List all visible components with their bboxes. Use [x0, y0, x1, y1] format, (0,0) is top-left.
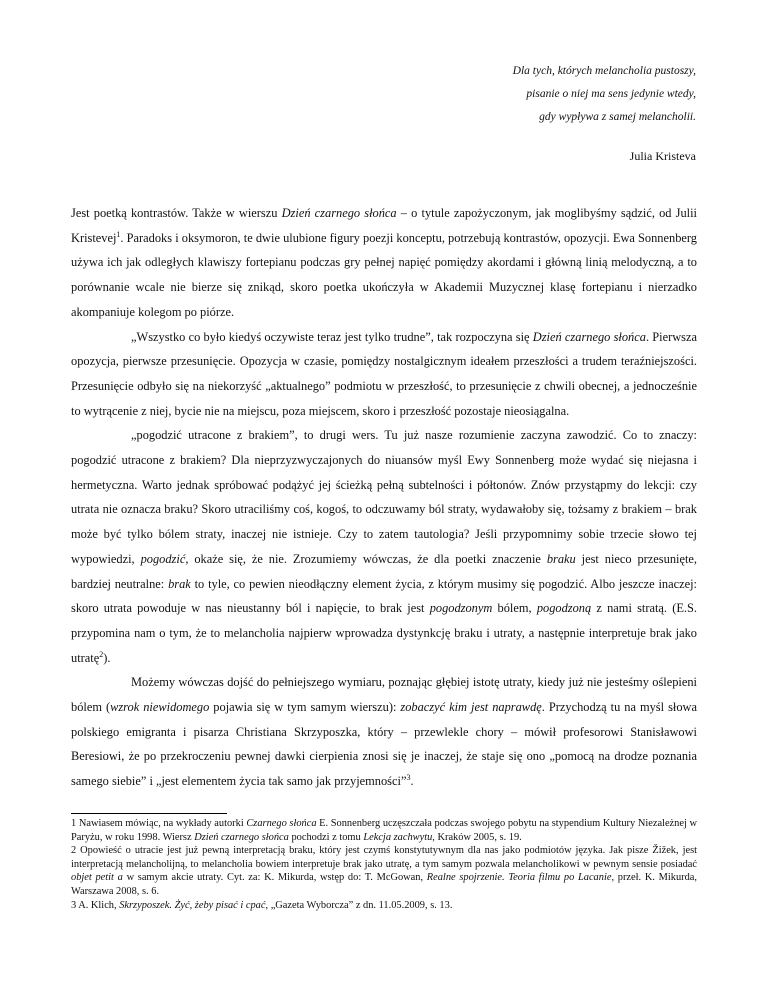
title-ref: Realne spojrzenie. Teoria filmu po Lacanie [426, 872, 612, 884]
text: pojawia się w tym samym wierszu): [209, 700, 401, 715]
emphasis: pogodzić [140, 551, 186, 566]
text: pochodzi z tomu [288, 831, 364, 843]
text: „pogodzić utracone z brakiem”, to drugi wers. Tu już nasze rozumienie zaczyna zawodzić. Co to znaczy: pogodzić utracone z brakiem? Dla nieprzyzwyczajonych do niuansów myśl Ewy Sonnenberg może wydać się niejasna i hermetyczna. Warto jednak spróbować podążyć jej ścieżką pełną subtelności i półtonów. Znów przystąpmy do lekcji: czy utrata nie oznacza braku? Skoro utraciliśmy coś, kogoś, to odczuwamy ból straty, wydawałoby się, tożsamy z brakiem – brak może być tylko bólem straty, inaczej nie istnieje. Czy to zatem tautologia? Jeśli przypomnimy sobie trzecie słowo tej wypowiedzi, [71, 428, 697, 566]
text: Jest poetką kontrastów. Także w wierszu [71, 206, 282, 220]
title-ref: Dzień czarnego słońca [194, 831, 289, 843]
emphasis: pogodzonym [429, 601, 493, 616]
text: 3 A. Klich, [71, 899, 120, 911]
title-ref: Dzień czarnego słońca [532, 329, 646, 344]
emphasis: brak [168, 576, 191, 591]
text: „Wszystko co było kiedyś oczywiste teraz jest tylko trudne”, tak rozpoczyna się [131, 329, 533, 344]
emphasis: pogodzoną [536, 601, 592, 616]
epigraph-line: gdy wypływa z samej melancholii. [539, 111, 696, 123]
text: E. Sonnenberg uczęszczała podczas swojego pobytu na stypendium Kultury Niezależnej w Paryżu, w roku 1998. Wiersz [71, 818, 697, 843]
term: objet petit a [71, 872, 123, 884]
title-ref: Lekcja zachwytu [363, 831, 433, 843]
footnote-separator [71, 813, 227, 814]
text: 2 Opowieść o utracie jest już pewną interpretacją braku, który jest czymś konstytutywnym dla nas jako podmiotów języka. Jak pisze Žižek, jest interpretacją melancholijną, to melancholia bowiem interpretuje brak jako utratę, a tym samym pozwala melancholikowi w pewnym sensie posiadać [71, 845, 697, 870]
epigraph [276, 60, 696, 129]
footnote-2 [71, 844, 697, 898]
footnote-ref-3[interactable]: 3 [406, 773, 411, 783]
text: 1 Nawiasem mówiąc, na wykłady autorki [71, 818, 247, 829]
text: , przeł. K. Mikurda, Warszawa 2008, s. 6. [71, 872, 698, 897]
paragraph-4 [71, 670, 697, 794]
text: jest nieco przesunięte, bardziej neutralne: [71, 551, 697, 591]
footnote-1 [71, 817, 697, 844]
paragraph-3 [71, 423, 697, 670]
text: z nami stratą. (E.S. przypomina nam o tym, że to melancholia najpierw wprowadza dystynkcję braku i utraty, a następnie interpretuje brak jako utratę [71, 601, 697, 665]
text: ). [103, 650, 111, 665]
emphasis: braku [546, 551, 576, 566]
text: . Paradoks i oksymoron, te dwie ulubione figury poezji konceptu, potrzebują kontrastów, opozycji. Ewa Sonnenberg używa ich jak odległych klawiszy fortepianu podczas gry pełnej napięć pomiędzy akordami i główną linią melodyczną, a to porównanie wcale nie bierze się znikąd, skoro poetka ukończyła w Akademii Muzycznej klasę fortepianu i nierzadko akompaniuje kolegom po piórze. [71, 230, 697, 319]
epigraph-line: pisanie o niej ma sens jedynie wtedy, [526, 88, 696, 100]
footnote-ref-1[interactable]: 1 [116, 229, 121, 239]
footnote-3 [71, 899, 697, 913]
quote: wzrok niewidomego [110, 700, 210, 715]
text: w samym akcie utraty. Cyt. za: K. Mikurda, wstęp do: T. McGowan, [122, 872, 427, 884]
epigraph-author: Julia Kristeva [629, 149, 696, 163]
title-ref: Skrzyposzek. Żyć, żeby pisać i cpać [119, 899, 266, 911]
text: . [410, 774, 414, 789]
text: , „Gazeta Wyborcza” z dn. 11.05.2009, s. 13. [265, 899, 453, 911]
text: , Kraków 2005, s. 19. [432, 831, 522, 843]
footnotes [71, 817, 697, 912]
paragraph-2 [71, 325, 697, 424]
text: – o tytule zapożyczonym, jak moglibyśmy sądzić, od Julii Kristevej [71, 206, 697, 245]
title-ref: Czarnego słońca [246, 818, 317, 829]
quote: zobaczyć kim jest naprawdę [400, 700, 542, 715]
text: , okaże się, że nie. Zrozumiemy wówczas, że dla poetki znaczenie [185, 551, 547, 566]
text: bólem, [492, 601, 537, 616]
text: Możemy wówczas dojść do pełniejszego wymiaru, poznając głębiej istotę utraty, kiedy już nie jesteśmy oślepieni bólem ( [71, 675, 697, 715]
article-body [71, 201, 697, 794]
text: . Przychodzą tu na myśl słowa polskiego emigranta i pisarza Christiana Skrzyposzka, który – przewlekle chory – mówił profesorowi Stanisławowi Beresiowi, że po przekroczeniu pewnej dawki cierpienia znosi się je inaczej, że staje się ono „pomocą na drodze poznania samego siebie” i „jest elementem życia tak samo jak przyjemności” [71, 700, 697, 789]
text: . Pierwsza opozycja, pierwsze przesunięcie. Opozycja w czasie, pomiędzy nostalgicznym ideałem przeszłości a trudem teraźniejszości. Przesunięcie odbyło się na niekorzyść „aktualnego” podmiotu w przeszłość, to przesunięcie z chwili obecnej, a jednocześnie to wytrącenie z niej, bycie nie na miejscu, poza miejscem, skoro i przeszłość pozostaje nieosiągalna. [71, 329, 697, 418]
text: to tyle, co pewien nieodłączny element życia, z którym musimy się pogodzić. Albo jeszcze inaczej: skoro utrata powoduje w nas nieustanny ból i napięcie, to brak jest [71, 576, 697, 616]
epigraph-line: Dla tych, których melancholia pustoszy, [512, 65, 696, 77]
paragraph-1 [71, 201, 697, 325]
footnote-ref-2[interactable]: 2 [99, 649, 104, 659]
title-ref: Dzień czarnego słońca [281, 206, 397, 220]
